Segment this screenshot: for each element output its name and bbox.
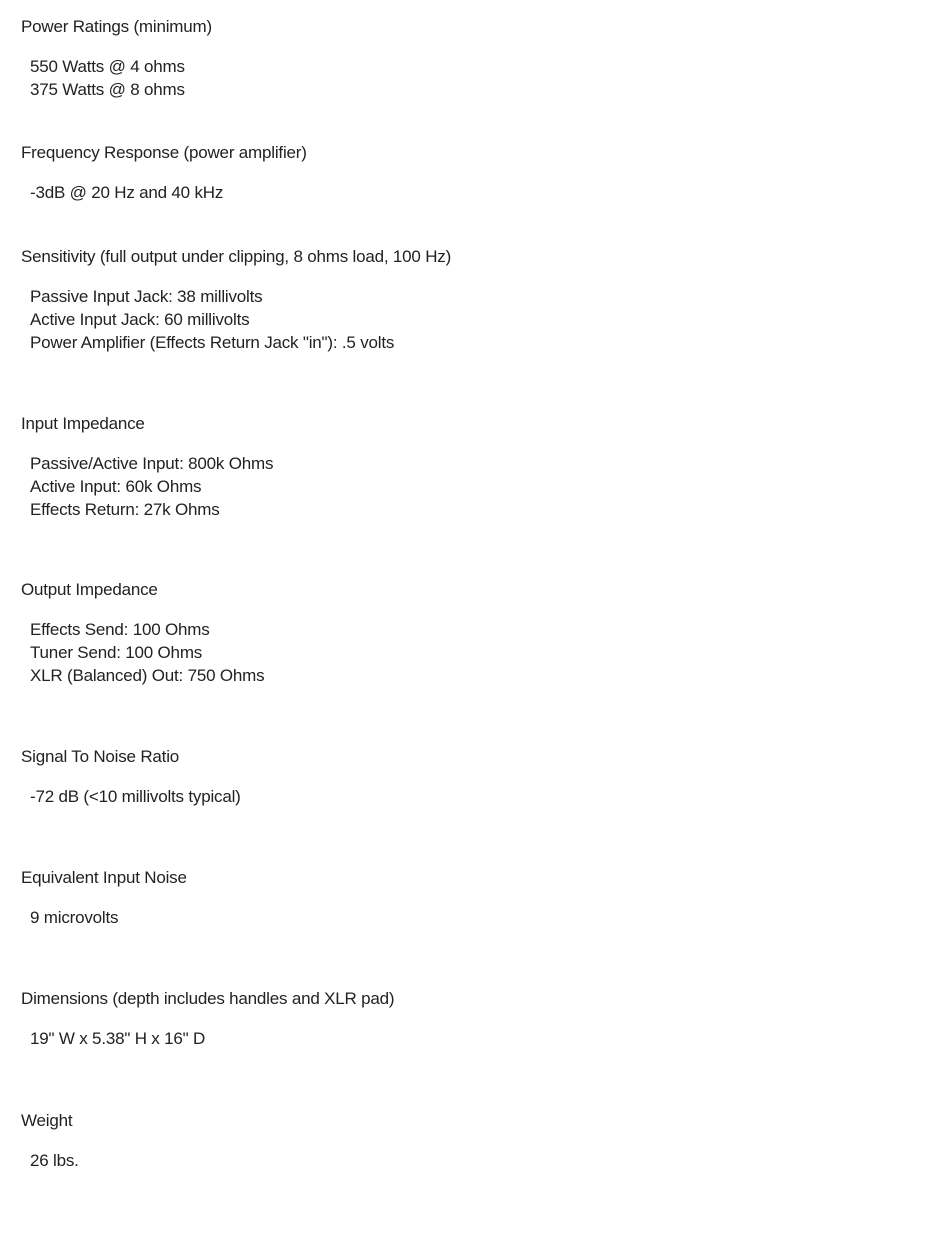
spec-heading: Power Ratings (minimum) [21,17,212,36]
spec-values [30,1028,921,1051]
spec-dimensions [21,988,921,1051]
spec-power-ratings [21,16,921,102]
spec-values [30,182,921,205]
spec-value: Active Input: 60k Ohms [30,476,202,496]
spec-equivalent-input-noise [21,867,921,930]
spec-value: 550 Watts @ 4 ohms [30,57,185,76]
spec-weight [21,1110,921,1173]
spec-heading: Frequency Response (power amplifier) [21,143,307,162]
spec-value: 19" W x 5.38" H x 16" D [30,1029,206,1048]
spec-value: Passive Input Jack: 38 millivolts [30,287,263,306]
spec-heading: Input Impedance [21,414,145,433]
spec-value: Active Input Jack: 60 millivolts [30,309,250,329]
spec-values [30,1150,921,1173]
spec-heading: Output Impedance [21,580,158,599]
spec-heading: Weight [21,1111,73,1130]
spec-values [30,786,921,809]
spec-value: Effects Send: 100 Ohms [30,620,210,639]
spec-value: Effects Return: 27k Ohms [30,499,220,519]
spec-output-impedance [21,579,921,687]
spec-frequency-response [21,142,921,205]
spec-heading: Equivalent Input Noise [21,868,187,887]
spec-sensitivity [21,246,921,354]
spec-heading: Sensitivity (full output under clipping, 8 ohms load, 100 Hz) [21,247,452,266]
spec-value: 375 Watts @ 8 ohms [30,79,185,99]
spec-value: 26 lbs. [30,1151,79,1170]
spec-value: Passive/Active Input: 800k Ohms [30,454,274,473]
spec-values [30,56,921,102]
spec-values [30,619,921,687]
spec-value: Tuner Send: 100 Ohms [30,642,203,662]
spec-value: Power Amplifier (Effects Return Jack "in"): .5 volts [30,332,395,352]
spec-values [30,453,921,521]
spec-heading: Dimensions (depth includes handles and XLR pad) [21,989,395,1008]
spec-signal-to-noise [21,746,921,809]
spec-input-impedance [21,413,921,521]
spec-value: 9 microvolts [30,908,119,927]
spec-value: XLR (Balanced) Out: 750 Ohms [30,665,265,685]
spec-heading: Signal To Noise Ratio [21,747,180,766]
spec-value: -72 dB (<10 millivolts typical) [30,787,241,806]
spec-values [30,907,921,930]
spec-value: -3dB @ 20 Hz and 40 kHz [30,183,224,202]
spec-values [30,286,921,354]
